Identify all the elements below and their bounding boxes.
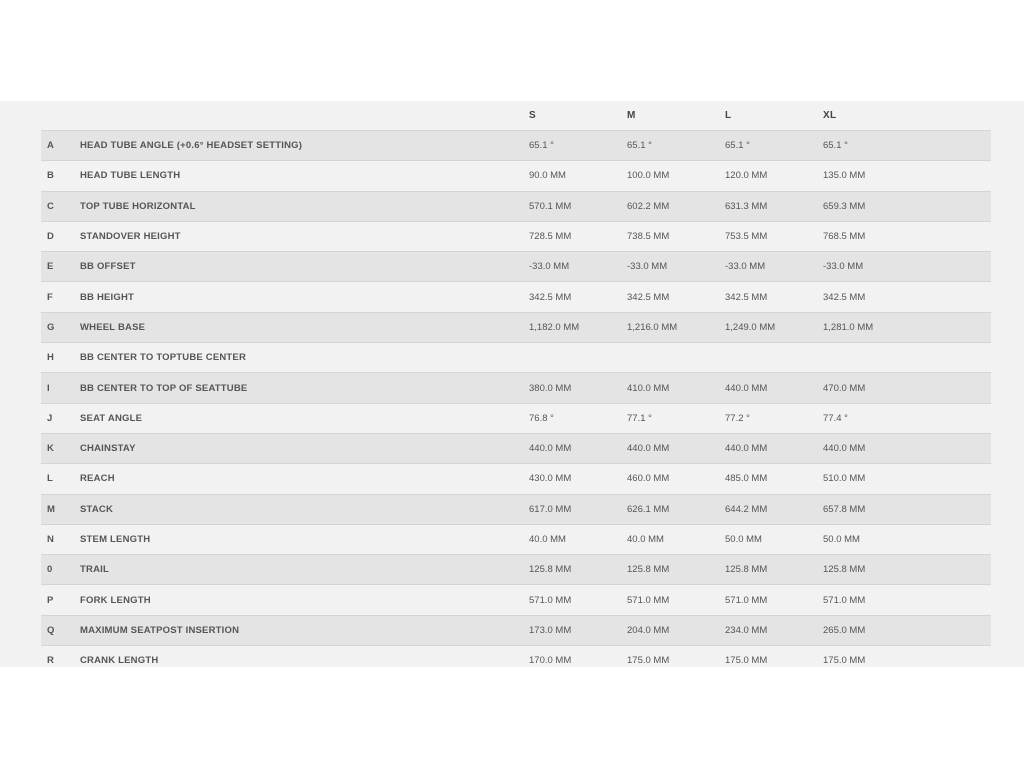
value-xl [823, 343, 991, 373]
geometry-panel [0, 101, 1024, 667]
value-l: 631.3 MM [725, 200, 768, 212]
table-row [41, 221, 991, 251]
size-header-m: M [627, 110, 636, 121]
value-m: 738.5 MM [627, 231, 670, 243]
table-row [41, 373, 991, 403]
row-measurement-name: TRAIL [80, 564, 109, 576]
value-s: 65.1 ° [529, 140, 554, 152]
value-xl: 50.0 MM [823, 534, 860, 545]
row-letter: H [47, 352, 54, 364]
value-l: 175.0 MM [725, 655, 768, 667]
value-m: 410.0 MM [627, 382, 670, 394]
value-l: 50.0 MM [725, 534, 762, 545]
value-s: 380.0 MM [529, 382, 572, 394]
value-s: 728.5 MM [529, 231, 572, 243]
value-s: -33.0 MM [529, 261, 570, 273]
value-m: 125.8 MM [627, 564, 670, 576]
row-measurement-name: HEAD TUBE LENGTH [80, 170, 181, 182]
value-s: 617.0 MM [529, 503, 572, 515]
size-header-xl: XL [823, 110, 837, 121]
value-l: 440.0 MM [725, 443, 768, 455]
value-l: 485.0 MM [725, 473, 768, 485]
row-letter: G [47, 321, 55, 333]
value-s: 170.0 MM [529, 655, 572, 667]
size-header-s: S [529, 110, 536, 121]
value-m: 175.0 MM [627, 655, 670, 667]
table-row [41, 191, 991, 221]
row-measurement-name: HEAD TUBE ANGLE (+0.6° HEADSET SETTING) [80, 140, 303, 152]
row-measurement-name: REACH [80, 473, 115, 485]
value-xl: 135.0 MM [823, 170, 866, 182]
value-xl: 440.0 MM [823, 443, 866, 455]
table-row [41, 312, 991, 342]
table-row [41, 494, 991, 524]
value-xl: 175.0 MM [823, 655, 866, 667]
value-l: 342.5 MM [725, 291, 768, 303]
size-header-l: L [725, 110, 732, 121]
row-letter: P [47, 594, 54, 606]
row-measurement-name: STACK [80, 503, 114, 515]
value-m: 626.1 MM [627, 503, 670, 515]
value-m: 571.0 MM [627, 594, 670, 606]
row-measurement-name: STANDOVER HEIGHT [80, 231, 181, 243]
value-m: 65.1 ° [627, 140, 652, 152]
value-xl: 659.3 MM [823, 200, 866, 212]
value-m: 40.0 MM [627, 534, 664, 545]
row-measurement-name: FORK LENGTH [80, 594, 151, 606]
row-measurement-name: WHEEL BASE [80, 321, 146, 333]
row-measurement-name: BB OFFSET [80, 261, 136, 273]
row-letter: A [47, 140, 54, 152]
value-xl: 768.5 MM [823, 231, 866, 243]
row-measurement-name: TOP TUBE HORIZONTAL [80, 200, 196, 212]
value-l: 440.0 MM [725, 382, 768, 394]
value-l: -33.0 MM [725, 261, 766, 273]
value-xl: 125.8 MM [823, 564, 866, 576]
row-measurement-name: SEAT ANGLE [80, 412, 143, 424]
table-row [41, 343, 991, 373]
value-l: 234.0 MM [725, 624, 768, 636]
row-letter: 0 [47, 564, 53, 576]
value-xl: 1,281.0 MM [823, 321, 874, 333]
value-l: 753.5 MM [725, 231, 768, 243]
row-letter: I [47, 382, 50, 394]
table-row [41, 555, 991, 585]
value-s: 430.0 MM [529, 473, 572, 485]
value-s: 125.8 MM [529, 564, 572, 576]
row-letter: C [47, 200, 54, 212]
value-xl: 470.0 MM [823, 382, 866, 394]
table-row [41, 131, 991, 161]
value-m: 342.5 MM [627, 291, 670, 303]
letter-header [41, 101, 80, 131]
value-xl: 657.8 MM [823, 503, 866, 515]
table-row [41, 403, 991, 433]
value-m [627, 343, 725, 373]
value-xl: 510.0 MM [823, 473, 866, 485]
measure-header [80, 101, 529, 131]
value-xl: 77.4 ° [823, 412, 848, 424]
table-row [41, 524, 991, 554]
value-xl: -33.0 MM [823, 261, 864, 273]
table-row [41, 646, 991, 676]
value-m: 460.0 MM [627, 473, 670, 485]
value-xl: 342.5 MM [823, 291, 866, 303]
row-measurement-name: CHAINSTAY [80, 443, 136, 455]
row-measurement-name: BB CENTER TO TOPTUBE CENTER [80, 352, 247, 364]
value-s [529, 343, 627, 373]
value-l: 571.0 MM [725, 594, 768, 606]
row-letter: L [47, 473, 53, 485]
value-m: 602.2 MM [627, 200, 670, 212]
value-l [725, 343, 823, 373]
row-letter: D [47, 231, 54, 243]
row-letter: M [47, 503, 55, 515]
row-measurement-name: MAXIMUM SEATPOST INSERTION [80, 624, 240, 636]
value-xl: 571.0 MM [823, 594, 866, 606]
value-m: -33.0 MM [627, 261, 668, 273]
value-l: 125.8 MM [725, 564, 768, 576]
value-m: 1,216.0 MM [627, 321, 678, 333]
value-l: 644.2 MM [725, 503, 768, 515]
value-s: 570.1 MM [529, 200, 572, 212]
value-l: 120.0 MM [725, 170, 768, 182]
row-letter: R [47, 655, 54, 667]
table-row [41, 585, 991, 615]
row-measurement-name: CRANK LENGTH [80, 655, 159, 667]
table-row [41, 282, 991, 312]
size-header-row [41, 101, 991, 131]
row-letter: F [47, 291, 53, 303]
table-row [41, 464, 991, 494]
row-letter: B [47, 170, 54, 182]
row-measurement-name: BB CENTER TO TOP OF SEATTUBE [80, 382, 248, 394]
row-letter: Q [47, 624, 55, 636]
value-s: 40.0 MM [529, 534, 566, 545]
table-row [41, 161, 991, 191]
table-row [41, 252, 991, 282]
row-measurement-name: STEM LENGTH [80, 534, 151, 545]
value-m: 100.0 MM [627, 170, 670, 182]
value-s: 173.0 MM [529, 624, 572, 636]
row-letter: J [47, 412, 53, 424]
value-m: 77.1 ° [627, 412, 652, 424]
row-letter: K [47, 443, 54, 455]
value-xl: 65.1 ° [823, 140, 848, 152]
row-letter: N [47, 534, 54, 545]
value-l: 65.1 ° [725, 140, 750, 152]
value-l: 1,249.0 MM [725, 321, 776, 333]
value-s: 76.8 ° [529, 412, 554, 424]
value-l: 77.2 ° [725, 412, 750, 424]
row-measurement-name: BB HEIGHT [80, 291, 135, 303]
geometry-table [41, 101, 991, 675]
value-s: 571.0 MM [529, 594, 572, 606]
value-s: 90.0 MM [529, 170, 566, 182]
value-m: 204.0 MM [627, 624, 670, 636]
table-row [41, 615, 991, 645]
value-m: 440.0 MM [627, 443, 670, 455]
table-row [41, 433, 991, 463]
row-letter: E [47, 261, 54, 273]
value-s: 440.0 MM [529, 443, 572, 455]
geometry-rows [41, 131, 991, 676]
value-s: 1,182.0 MM [529, 321, 580, 333]
value-xl: 265.0 MM [823, 624, 866, 636]
value-s: 342.5 MM [529, 291, 572, 303]
